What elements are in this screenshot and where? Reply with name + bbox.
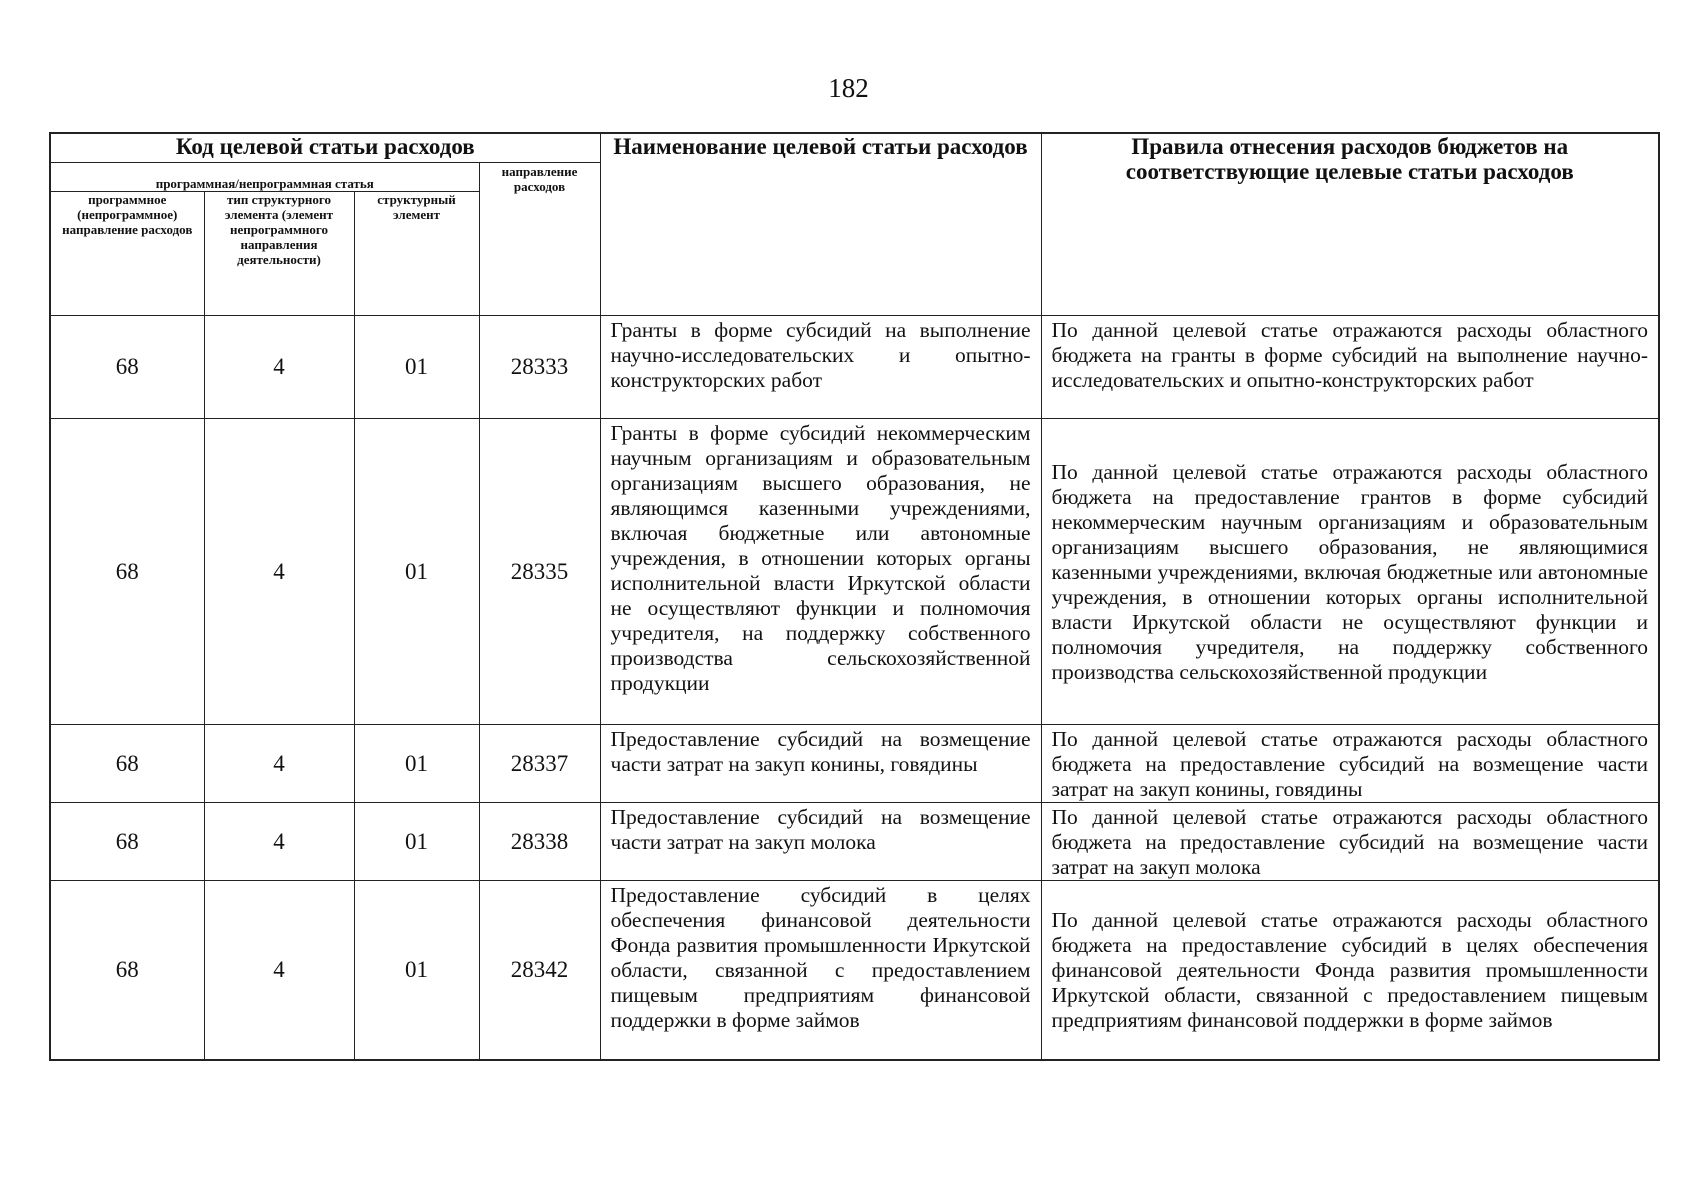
article-rule: По данной целевой статье отражаются расходы областного бюджета на предоставление субсидий в целях обеспечения финансовой деятельности Фонда развития промышленности Иркутской области, связанной с предоставлением пищевым предприятиям финансовой поддержки в форме займов — [1041, 881, 1659, 1060]
article-name: Предоставление субсидий в целях обеспечения финансовой деятельности Фонда развития промышленности Иркутской области, связанной с предоставлением пищевым предприятиям финансовой поддержки в форме займов — [600, 881, 1041, 1060]
code-column-header: Код целевой статьи расходов — [50, 133, 600, 163]
page-number: 182 — [828, 73, 869, 103]
article-rule: По данной целевой статье отражаются расходы областного бюджета на предоставление субсидий на возмещение части затрат на закуп конины, говядины — [1041, 725, 1659, 803]
element-code: 01 — [354, 419, 479, 725]
table-row — [50, 881, 1659, 1060]
program-article-header: программная/непрограммная статья — [50, 163, 479, 192]
name-column-header: Наименование целевой статьи расходов — [600, 133, 1041, 316]
article-name: Предоставление субсидий на возмещение части затрат на закуп конины, говядины — [600, 725, 1041, 803]
article-name: Гранты в форме субсидий на выполнение научно-исследовательских и опытно-конструкторских работ — [600, 316, 1041, 419]
article-name: Гранты в форме субсидий некоммерческим научным организациям и образовательным организациям высшего образования, не являющимся казенными учреждениями, включая бюджетные или автономные учреждения, в отношении которых органы исполнительной власти Иркутской области не осуществляют функции и полномочия учредителя, на поддержку собственного производства сельскохозяйственной продукции — [600, 419, 1041, 725]
article-rule: По данной целевой статье отражаются расходы областного бюджета на предоставление субсидий на возмещение части затрат на закуп молока — [1041, 803, 1659, 881]
article-rule: По данной целевой статье отражаются расходы областного бюджета на гранты в форме субсидий на выполнение научно-исследовательских и опытно-конструкторских работ — [1041, 316, 1659, 419]
article-rule: По данной целевой статье отражаются расходы областного бюджета на предоставление грантов в форме субсидий некоммерческим научным организациям и образовательным организациям высшего образования, не являющимися казенными учреждениями, включая бюджетные или автономные учреждения, в отношении которых органы исполнительной власти Иркутской области не осуществляют функции и полномочия учредителя, на поддержку собственного производства сельскохозяйственной продукции — [1041, 419, 1659, 725]
direction-code: 28333 — [479, 316, 600, 419]
program-code: 68 — [50, 419, 204, 725]
table-row — [50, 419, 1659, 725]
element-code: 01 — [354, 725, 479, 803]
direction-code: 28338 — [479, 803, 600, 881]
element-code: 01 — [354, 881, 479, 1060]
table-row — [50, 725, 1659, 803]
element-code: 01 — [354, 316, 479, 419]
budget-classification-table — [49, 132, 1660, 1061]
article-name: Предоставление субсидий на возмещение части затрат на закуп молока — [600, 803, 1041, 881]
direction-code: 28337 — [479, 725, 600, 803]
rules-column-header: Правила отнесения расходов бюджетов на соответствующие целевые статьи расходов — [1041, 133, 1659, 316]
program-code: 68 — [50, 881, 204, 1060]
program-direction-header: программное (непрограммное) направление расходов — [50, 192, 204, 316]
type-code: 4 — [204, 803, 354, 881]
structural-type-header: тип структурного элемента (элемент непрограммного направления деятельности) — [204, 192, 354, 316]
type-code: 4 — [204, 725, 354, 803]
table-row — [50, 316, 1659, 419]
direction-code: 28342 — [479, 881, 600, 1060]
type-code: 4 — [204, 419, 354, 725]
program-code: 68 — [50, 316, 204, 419]
direction-header: направление расходов — [479, 163, 600, 316]
structural-element-header: структурный элемент — [354, 192, 479, 316]
table-row — [50, 803, 1659, 881]
direction-code: 28335 — [479, 419, 600, 725]
program-code: 68 — [50, 803, 204, 881]
type-code: 4 — [204, 881, 354, 1060]
program-code: 68 — [50, 725, 204, 803]
element-code: 01 — [354, 803, 479, 881]
type-code: 4 — [204, 316, 354, 419]
